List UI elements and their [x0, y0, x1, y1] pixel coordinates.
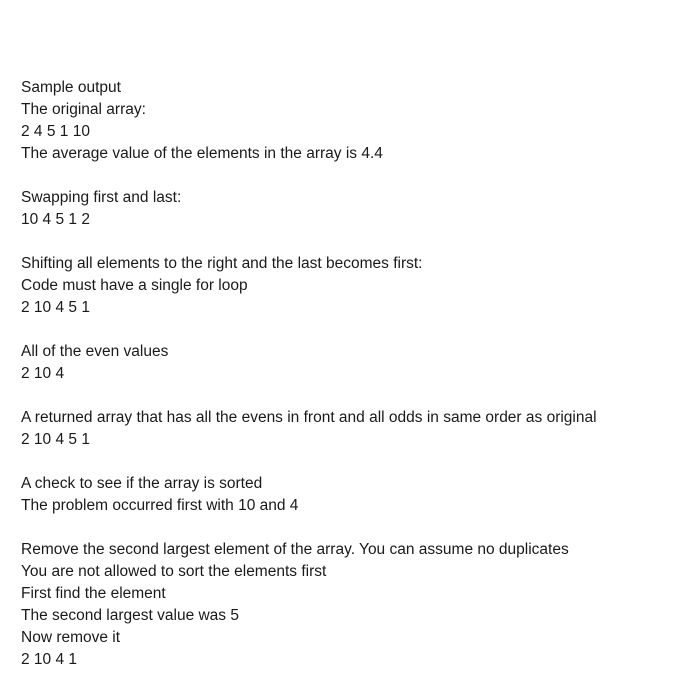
- text-line: 10 4 5 1 2: [21, 211, 90, 228]
- text-line: Remove the second largest element of the array. You can assume no duplicates: [21, 541, 569, 558]
- text-line: The problem occurred first with 10 and 4: [21, 497, 299, 514]
- text-line: Now remove it: [21, 629, 121, 646]
- text-line: All of the even values: [21, 343, 169, 360]
- blank-line: [21, 385, 681, 407]
- blank-line: [21, 165, 681, 187]
- text-line: A check to see if the array is sorted: [21, 475, 263, 492]
- blank-line: [21, 451, 681, 473]
- blank-line: [21, 319, 681, 341]
- text-line: A returned array that has all the evens in front and all odds in same order as original: [21, 409, 597, 426]
- text-line: The average value of the elements in the array is 4.4: [21, 145, 383, 162]
- text-line: Sample output: [21, 79, 121, 96]
- text-line: 2 10 4 1: [21, 651, 78, 668]
- text-line: Swapping first and last:: [21, 189, 182, 206]
- blank-line: [21, 517, 681, 539]
- text-line: Code must have a single for loop: [21, 277, 248, 294]
- blank-line: [21, 231, 681, 253]
- text-line: The second largest value was 5: [21, 607, 239, 624]
- text-line: The original array:: [21, 101, 146, 118]
- text-line: 2 10 4 5 1: [21, 299, 90, 316]
- text-line: 2 4 5 1 10: [21, 123, 90, 140]
- text-line: 2 10 4: [21, 365, 65, 382]
- text-line: Shifting all elements to the right and the last becomes first:: [21, 255, 423, 272]
- text-line: First find the element: [21, 585, 166, 602]
- text-line: You are not allowed to sort the elements first: [21, 563, 327, 580]
- text-line: 2 10 4 5 1: [21, 431, 90, 448]
- document-text: [21, 77, 681, 671]
